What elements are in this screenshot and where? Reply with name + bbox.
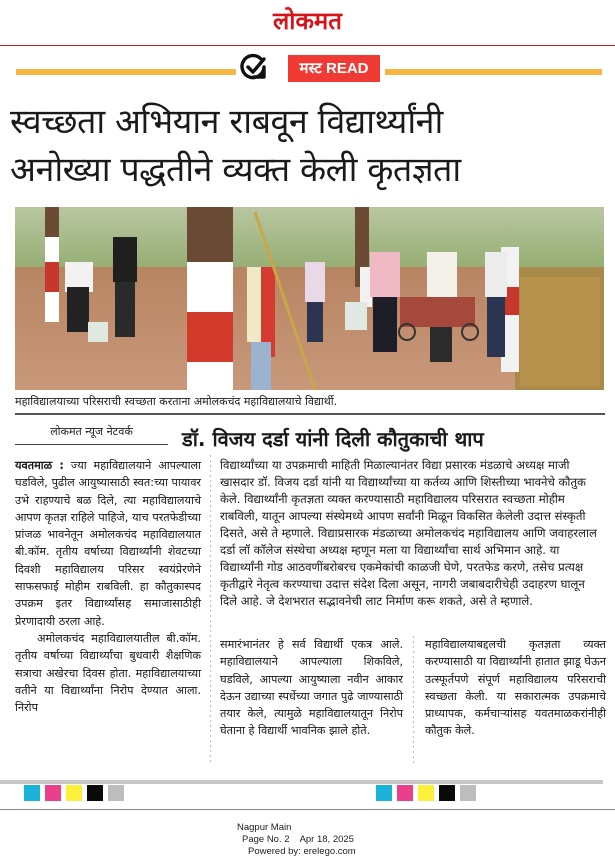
byline: लोकमत न्यूज नेटवर्क [50,425,133,438]
article-paragraph: समारंभानंतर हे सर्व विद्यार्थी एकत्र आले. महाविद्यालयाने आपल्याला शिकविले, घडविले, आपल्या आयुष्याला नवीन आकार देऊन उद्याच्या स्पर्धेच्या जगात पुढे जाण्यासाठी तयार केले, त्यामुळे महाविद्यालयातून निरोप घेताना हे विद्यार्थी भावनिक झाले होते. [220,638,403,738]
footer-divider-top [0,780,603,784]
yellow-swatch [418,785,434,801]
black-swatch [87,785,103,801]
color-registration-swatches-right [376,785,476,801]
article-paragraph: अमोलकचंद महाविद्यालयातील बी.कॉम. तृतीय वर्षाच्या विद्यार्थ्यांचा बुधवारी शैक्षणिक सत्राचा अखेरचा दिवस होता. महाविद्यालयाच्या वतीने या विद्यार्थ्यांना निरोप देण्यात आला. निरोप [15,631,201,715]
photo-caption: महाविद्यालयाच्या परिसराची स्वच्छता करताना अमोलकचंद महाविद्यालयाचे विद्यार्थी. [15,395,338,408]
banner-bar-left [16,69,236,75]
lokmat-logo: लोकमत [273,7,342,35]
magenta-swatch [397,785,413,801]
masthead [0,0,615,46]
footer-divider-bottom [0,809,615,810]
must-read-badge: मस्ट READ [288,55,380,82]
banner-bar-right [385,69,602,75]
headline-line-1: स्वच्छता अभियान राबवून विद्यार्थ्यांनी [10,102,443,142]
powered-by-link[interactable]: Powered by: erelego.com [248,846,356,857]
article-column-right [425,636,606,740]
edition-name: Nagpur Main [237,822,292,833]
byline-divider [15,444,168,445]
article-column-wide [220,457,605,610]
gray-swatch [460,785,476,801]
gray-swatch [108,785,124,801]
news-photo [15,207,604,390]
page-and-date: Page No. 2 Apr 18, 2025 [242,834,354,845]
magenta-swatch [45,785,61,801]
column-separator [413,636,414,766]
cyan-swatch [24,785,40,801]
article-column-middle [220,636,403,740]
check-icon [240,53,268,81]
headline [10,98,610,194]
paragraph-text: ज्या महाविद्यालयाने आपल्याला घडविले, पुढील आयुष्यासाठी स्वत:च्या पायावर उभे राहण्याचे बळ दिले, त्या महाविद्यालयाचे आपण कृतज्ञ राहिले पाहिजे, याच परतफेडीच्या प्रांजळ भावनेतून अमोलकचंद महाविद्यालयात बी.कॉम. तृतीय वर्षाच्या विद्यार्थ्यांनी शेवटच्या दिवशी महाविद्यालय परिसर स्वयंप्रेरणेने साफसफाई मोहीम राबविली. हा कौतुकास्पद उपक्रम इतर विद्यार्थ्यांसह समाजासाठीही प्रेरणादायी ठरला आहे. [15,459,201,628]
article-paragraph [15,457,201,630]
dateline: यवतमाळ : [15,459,64,472]
black-swatch [439,785,455,801]
yellow-swatch [66,785,82,801]
column-separator [210,455,211,765]
cyan-swatch [376,785,392,801]
must-read-banner [0,48,615,84]
article-column-left [15,457,201,716]
article-paragraph: महाविद्यालयाबद्दलची कृतज्ञता व्यक्त करण्यासाठी या विद्यार्थ्यांनी हातात झाडू घेऊन उत्स्फूर्तपणे संपूर्ण महाविद्यालय परिसराची स्वच्छता केली. या सकारात्मक उपक्रमाचे प्राध्यापक, कर्मचाऱ्यांसह यवतमाळकरांनीही कौतुक केले. [425,638,606,738]
photo-illustration [15,207,604,390]
caption-divider [15,413,605,415]
subheadline: डॉ. विजय दर्डा यांनी दिली कौतुकाची थाप [182,427,484,451]
headline-line-2: अनोख्या पद्धतीने व्यक्त केली कृतज्ञता [10,150,461,190]
color-registration-swatches-left [24,785,124,801]
article-paragraph: विद्यार्थ्यांच्या या उपक्रमाची माहिती मिळाल्यानंतर विद्या प्रसारक मंडळाचे अध्यक्ष माजी खासदार डॉ. विजय दर्डा यांनी या विद्यार्थ्यांच्या या कर्तव्य आणि शिस्तीच्या भावनेचे कौतुक केले. विद्यार्थ्यांनी कृतज्ञता व्यक्त करण्यासाठी महाविद्यालय परिसरात स्वच्छता मोहीम राबविली, यातून आपल्या संस्थेमध्ये आपण सर्वांनी मिळून विकसित केलेली उदात्त संस्कृती दिसते, असे ते म्हणाले. विद्याप्रसारक मंडळाच्या अमोलकचंद महाविद्यालय आणि जवाहरलाल दर्डा लॉ कॉलेज संस्थेचा अध्यक्ष म्हणून मला या विद्यार्थ्यांचा सार्थ अभिमान आहे. या विद्यार्थ्यांनी गोड आठवणींबरोबरच एकमेकांची काळजी घेणे, परतफेड करणे, तसेच प्रत्यक्ष कृतीद्वारे नेतृत्व करण्याचा उदात्त संदेश दिला असून, नागरी जबाबदारीचेही उदाहरण घालून दिले आहे. जे देशभरात सद्भावनेची लाट निर्माण करू शकते, असे ते म्हणाले. [220,458,597,608]
masthead-divider [0,45,615,46]
